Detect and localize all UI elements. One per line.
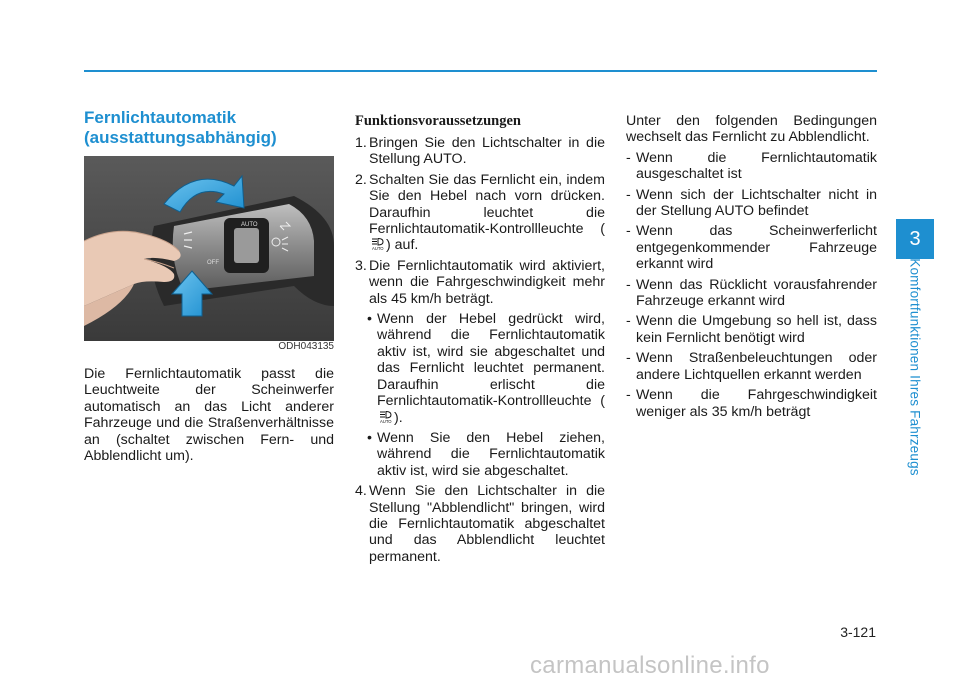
condition-text: Wenn die Fernlichtautomatik ausgeschaltet ist [636,149,877,183]
intro-paragraph: Die Fernlichtautomatik passt die Leuchtweite der Scheinwerfer automatisch an das Licht anderer Fahrzeuge und die Straßenverhältnisse an (schaltet zwischen Fern- und Abblendlicht um). [84,366,334,465]
step-1 [355,135,605,168]
svg-text:AUTO: AUTO [380,418,392,424]
light-switch-figure [84,156,334,341]
requirements-subheading: Funktionsvoraussetzungen [355,113,521,129]
step-text: Wenn Sie den Lichtschalter in die Stellung "Abblendlicht" bringen, wird die Fernlichtautomatik abgeschaltet und das Abblendlicht leuchtet permanent. [369,483,605,565]
auto-high-beam-icon [377,410,394,424]
step-text: Die Fernlichtautomatik wird aktiviert, wenn die Fahrgeschwindigkeit mehr als 45 km/h beträgt. [369,257,605,307]
step-text-after: ) auf. [386,237,419,254]
dash-mark: - [626,276,631,293]
svg-text:AUTO: AUTO [241,222,258,228]
condition-text: Wenn die Fahrgeschwindigkeit weniger als 35 km/h beträgt [636,387,877,420]
page-number: 3-121 [840,624,876,640]
step-marker: 4. [355,483,367,500]
condition-item [626,387,877,420]
condition-text: Wenn die Umgebung so hell ist, dass kein Fernlicht benötigt wird [636,313,877,346]
condition-text: Wenn Straßenbeleuchtungen oder andere Lichtquellen erkannt werden [636,350,877,383]
condition-text: Wenn das Rücklicht vorausfahrender Fahrzeuge erkannt wird [636,276,877,310]
bullet-mark: • [367,311,372,328]
light-switch-lever-illustration [84,156,334,341]
condition-item [626,277,877,310]
bullet-text-before: Wenn der Hebel gedrückt wird, während die Fernlichtautomatik aktiv ist, wird sie abgeschaltet und das Fernlicht leuchtet permanent. Daraufhin erlischt die Fernlichtautomatik-Kontrollleuchte ( [377,311,605,410]
requirements-column [355,113,605,569]
header-rule [84,70,877,72]
step-2 [355,172,605,254]
dash-mark: - [626,149,631,166]
condition-item [626,350,877,383]
figure-label: ODH043135 [278,341,334,352]
conditions-intro: Unter den folgenden Bedingungen wechselt das Fernlicht zu Abblendlicht. [626,113,877,146]
heading-line-2: (ausstattungsabhängig) [84,128,277,147]
bullet-text-after: ). [394,409,403,426]
step-marker: 2. [355,171,367,188]
bullet-text: Wenn Sie den Hebel ziehen, während die Fernlichtautomatik aktiv ist, wird sie abgeschaltet. [377,429,605,479]
step-text-before: Schalten Sie das Fernlicht ein, indem Sie den Hebel nach vorn drücken. Daraufhin leuchtet die Fernlichtautomatik-Kontrollleuchte ( [369,171,605,238]
svg-text:AUTO: AUTO [372,246,384,252]
dash-mark: - [626,313,631,330]
step-text: Bringen Sie den Lichtschalter in die Stellung AUTO. [369,135,605,168]
section-heading [84,108,334,148]
bullet-2 [367,430,605,479]
dash-mark: - [626,223,631,240]
bullet-1 [367,311,605,426]
step-marker: 1. [355,135,367,151]
watermark: carmanualsonline.info [530,652,770,679]
condition-item [626,223,877,272]
chapter-title: Komfortfunktionen Ihres Fahrzeugs [907,258,923,476]
condition-item [626,187,877,220]
dash-mark: - [626,387,631,404]
dash-mark: - [626,350,631,367]
step-4 [355,483,605,565]
svg-text:OFF: OFF [207,260,219,266]
auto-high-beam-icon [369,237,386,251]
condition-item [626,313,877,346]
condition-text: Wenn das Scheinwerferlicht entgegenkommender Fahrzeuge erkannt wird [636,223,877,273]
intro-column [84,366,334,464]
bullet-mark: • [367,429,372,446]
condition-text: Wenn sich der Lichtschalter nicht in der Stellung AUTO befindet [636,186,877,220]
conditions-column [626,113,877,424]
step-3 [355,258,605,307]
chapter-tab: 3 [896,219,934,259]
dash-mark: - [626,186,631,203]
step-marker: 3. [355,257,367,274]
heading-line-1: Fernlichtautomatik [84,108,237,127]
condition-item [626,150,877,183]
